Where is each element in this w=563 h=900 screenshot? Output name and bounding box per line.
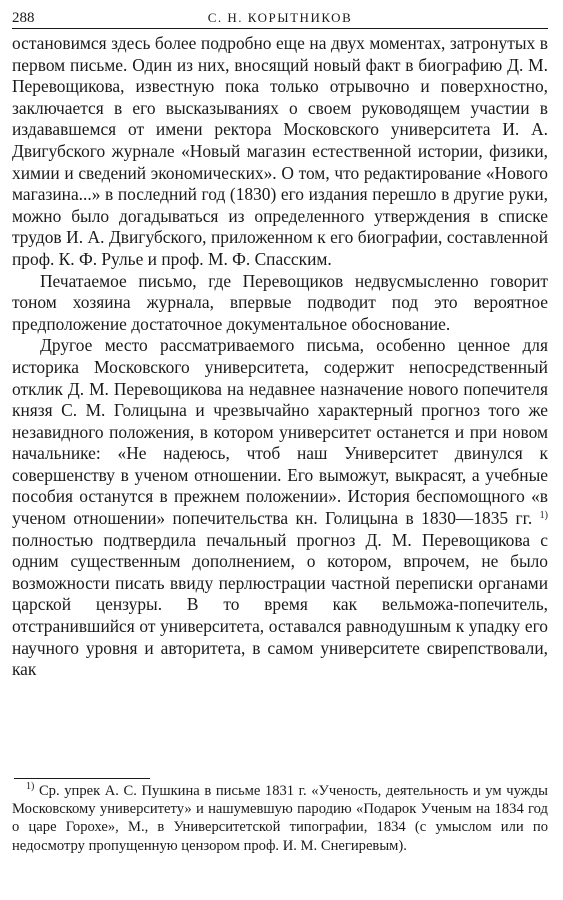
paragraph-3-text: Другое место рассматриваемого письма, особенно ценное для историка Московского университета, содержит непосредственный отклик Д. М. Перевощикова на недавнее назначение нового попечителя князя С. М. Голицына и чрезвычайно характерный прогноз того же незавидного положения, в котором университет останется и при новом начальнике: «Не надеюсь, чтоб наш Университет двинулся к совершенству в ученом отношении. Его выможут, выкрасят, а учебные пособия останутся в прежнем положении». История беспомощного «в ученом отношении» попечительства кн. Голицына в 1830—1835 гг.: [12, 335, 548, 529]
running-head: С. Н. КОРЫТНИКОВ: [207, 10, 353, 25]
page-header: [12, 4, 548, 29]
footnote-marker: 1): [26, 781, 35, 792]
paragraph-2: Печатаемое письмо, где Перевощиков недвусмысленно говорит тоном хозяина журнала, впервые подводит под это вероятное предположение достаточное документальное обоснование.: [12, 270, 548, 334]
footnote-divider: [14, 778, 150, 779]
footnote: [12, 782, 548, 855]
paragraph-1: остановимся здесь более подробно еще на двух моментах, затронутых в первом письме. Один из них, вносящий новый факт в биографию Д. М. Перевощикова, известную пока только отрывочно и поверхностно, заключается в его высказываниях о своем руководящем участии в издававшемся от имени ректора Московского университета И. А. Двигубского журнале «Новый магазин естественной истории, физики, химии и сведений экономических». О том, что редактирование «Нового магазина...» в последний год (1830) его издания перешло в другие руки, можно было догадываться из определенного утверждения в списке трудов И. А. Двигубского, приложенном к его биографии, составленной проф. К. Ф. Рулье и проф. М. Ф. Спасским.: [12, 33, 548, 269]
footnote-text: Ср. упрек А. С. Пушкина в письме 1831 г. «Ученость, деятельность и ум чужды Московскому университету» и нашумевшую пародию «Подарок Ученым на 1834 год о царе Горохе», М., в Университетской типографии, 1834 (с умыслом или по недосмотру пропущенную цензором проф. И. М. Снегиревым).: [12, 783, 548, 854]
paragraph-3-continuation: полностью подтвердила печальный прогноз Д. М. Перевощикова с одним существенным дополнением, о котором, впрочем, не было возможности писать ввиду перлюстрации частной переписки органами царской цензуры. В то время как вельможа-попечитель, отстранившийся от университета, оставался равнодушным к упадку его научного уровня и авторитета, в самом университете свирепствовали, как: [12, 529, 548, 680]
paragraph-3: [12, 335, 548, 681]
main-text: [12, 33, 548, 681]
footnote-reference[interactable]: 1): [539, 510, 548, 522]
page-number: 288: [12, 10, 35, 26]
